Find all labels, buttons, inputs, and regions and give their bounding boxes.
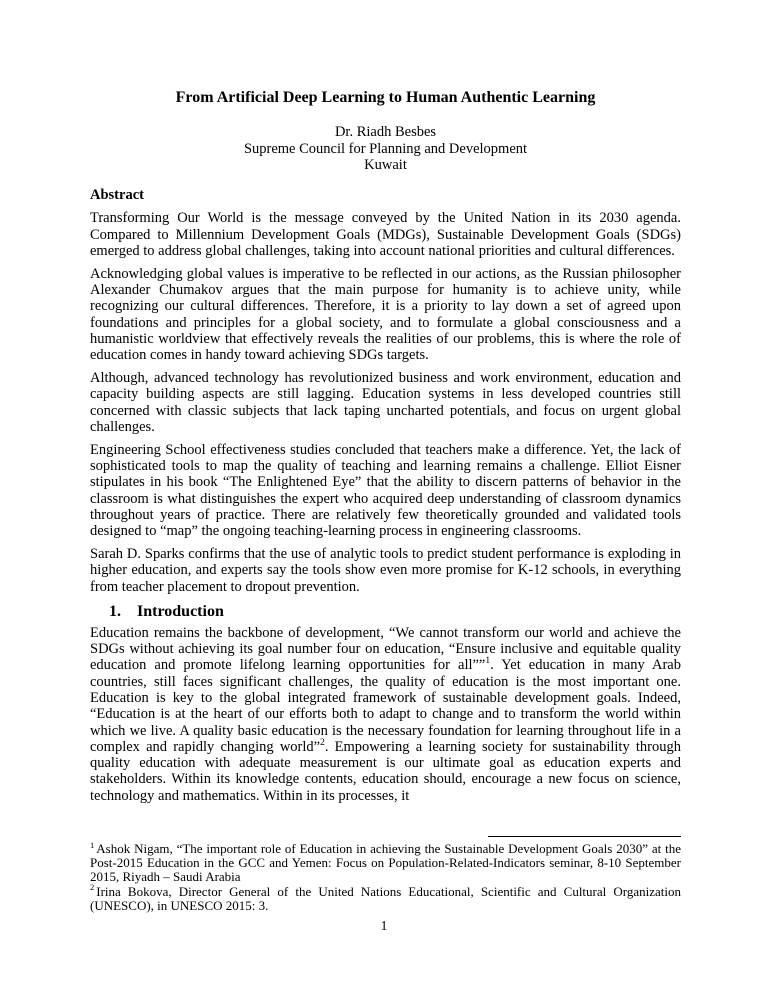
abstract-heading: Abstract [90,186,144,203]
abstract-paragraph-5: Sarah D. Sparks confirms that the use of analytic tools to predict student performance is exploding in higher education, and experts say the tools show even more promise for K-12 schools, in everything from teacher placement to dropout prevention. [90,545,681,595]
footnote-2 [90,882,681,913]
footnote-reference-2: 2 [320,738,325,749]
footnote-2-text: Irina Bokova, Director General of the United Nations Educational, Scientific and Cultural Organization (UNESCO), in UNESCO 2015: 3. [90,883,681,913]
footnote-2-marker: 2 [90,882,95,893]
introduction-paragraph [90,625,681,804]
author-name: Dr. Riadh Besbes [334,124,437,140]
footnotes-section [90,839,681,913]
introduction-text-part-3: . Empowering a learning society for sustainability through quality education with adequate measurement is our ultimate goal as education experts and stakeholders. Within its knowledge contents, education should, encourage a new focus on science, technology and mathematics. Within in its processes, it [90,738,681,804]
footnote-reference-1: 1 [485,656,491,667]
introduction-text-part-2: . Yet education in many Arab countries, still faces significant challenges, the quality of education is the most important one. Education is key to the global integrated framework of sustainable development goals. Indeed, “Education is at the heart of our efforts both to adapt to change and to transform the world within which we live. A quality basic education is the necessary foundation for learning throughout life in a complex and rapidly changing world” [90,657,681,755]
introduction-text-part-1: Education remains the backbone of development, “We cannot transform our world and achieve the SDGs without achieving its goal number four on education, “Ensure inclusive and equitable quality education and promote lifelong learning opportunities for all”” [90,624,681,674]
footnote-1 [90,839,681,885]
author-affiliation: Supreme Council for Planning and Development [243,140,528,157]
footnote-separator [488,836,681,837]
footnote-1-text: Ashok Nigam, “The important role of Education in achieving the Sustainable Development Goals 2030” at the Post-2015 Education in the GCC and Yemen: Focus on Population-Related-Indicators seminar, 8-10 September 2015, Riyadh – Saudi Arabia [90,841,681,885]
paper-title: From Artificial Deep Learning to Human Authentic Learning [175,89,596,106]
footnote-1-marker: 1 [90,839,95,850]
author-block [90,124,681,174]
section-heading-introduction [109,603,681,621]
section-title: Introduction [137,602,224,620]
abstract-paragraph-1: Transforming Our World is the message conveyed by the United Nation in its 2030 agenda. Compared to Millennium Development Goals (MDGs), Sustainable Development Goals (SDGs) emerged to address global challenges, taking into account national priorities and cultural differences. [90,210,681,259]
section-number: 1. [109,602,121,620]
abstract-paragraph-2: Acknowledging global values is imperative to be reflected in our actions, as the Russian philosopher Alexander Chumakov argues that the main purpose for humanity is to achieve unity, while recognizing our cultural differences. Therefore, it is a priority to lay down a set of agreed upon foundations and principles for a global society, and to formulate a global consciousness and a humanistic worldview that effectively reveals the realities of our problems, this is where the role of education comes in handy toward achieving SDGs targets. [90,265,681,364]
abstract-paragraph-3: Although, advanced technology has revolutionized business and work environment, education and capacity building aspects are still lagging. Education systems in less developed countries still concerned with classic subjects that lack taping uncharted potentials, and focus on urgent global challenges. [90,369,681,435]
author-location: Kuwait [364,157,407,174]
page-number: 1 [380,918,388,933]
abstract-paragraph-4: Engineering School effectiveness studies concluded that teachers make a difference. Yet, the lack of sophisticated tools to map the quality of teaching and learning remains a challenge. Elliot Eisner stipulates in his book “The Enlightened Eye” that the ability to discern patterns of behavior in the classroom is what distinguishes the expert who acquired deep understanding of classroom dynamics throughout years of practice. There are relatively few theoretically grounded and validated tools designed to “map” the ongoing teaching-learning process in engineering classrooms. [90,441,681,540]
